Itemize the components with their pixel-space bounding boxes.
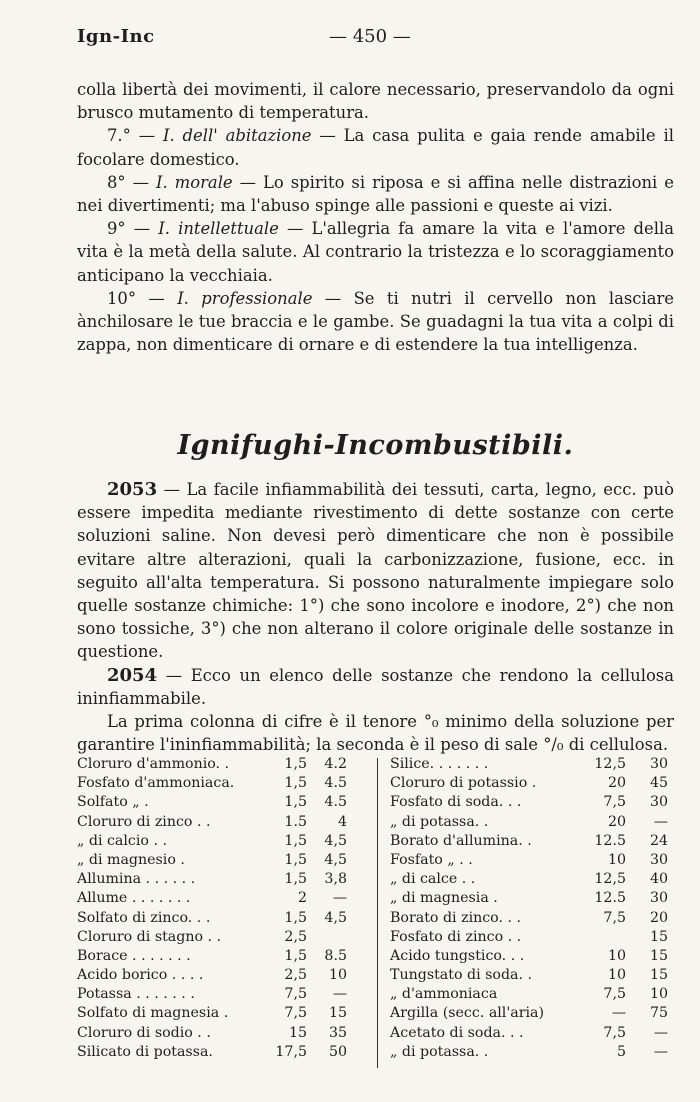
min-solution-value: 7,5 [603, 1024, 626, 1041]
substance-name: Fosfato di zinco . . [390, 928, 522, 945]
min-solution-value: 10 [607, 967, 626, 984]
table-row [77, 889, 369, 908]
min-solution-value: 1.5 [284, 813, 307, 830]
min-solution-value: 20 [607, 775, 626, 792]
salt-weight-value: 8.5 [324, 947, 347, 964]
min-solution-value: 12,5 [594, 756, 626, 772]
substance-name: Cloruro d'ammonio. . [77, 756, 230, 772]
table-row [77, 1004, 369, 1023]
paragraph-note: La prima colonna di cifre è il tenore °₀ minimo della soluzione per garantire l'ininfiammabilità; la seconda è il peso di sale °/₀ di cellulosa. [77, 712, 674, 755]
salt-weight-value: 4.5 [324, 775, 347, 792]
salt-weight-value: 75 [649, 1005, 668, 1022]
min-solution-value: 5 [616, 1043, 626, 1060]
salt-weight-value: — [653, 813, 668, 830]
running-head: Ign-Inc [77, 26, 155, 47]
substance-name: „ di magnesia . [390, 890, 498, 907]
substance-name: Allume . . . . . . . [77, 890, 191, 907]
min-solution-value: 1,5 [284, 871, 307, 888]
min-solution-value: 1,5 [284, 947, 307, 964]
salt-weight-value: 4.5 [324, 794, 347, 811]
table-row [77, 909, 369, 928]
table-row [390, 774, 674, 793]
substance-name: Silice. . . . . . . [390, 756, 489, 772]
min-solution-value: 7,5 [603, 909, 626, 926]
salt-weight-value: 35 [328, 1024, 347, 1041]
paragraph: 8° — I. morale — Lo spirito si riposa e si affina nelle distrazioni e nei divertimenti; ma l'abuso spinge alle passioni e queste ai vizi. [77, 172, 674, 216]
min-solution-value: 1,5 [284, 909, 307, 926]
salt-weight-value: 15 [328, 1005, 347, 1022]
min-solution-value: 20 [607, 813, 626, 830]
page-number: — 450 — [329, 26, 411, 47]
salt-weight-value: 40 [649, 871, 668, 888]
table-row [77, 1024, 369, 1043]
paragraph: colla libertà dei movimenti, il calore necessario, preservandolo da ogni brusco mutamento di temperatura. [77, 80, 674, 123]
salt-weight-value: 4,5 [324, 851, 347, 868]
substance-name: Solfato di zinco. . . [77, 909, 211, 926]
salt-weight-value: 30 [649, 890, 668, 907]
table-row [390, 1004, 674, 1023]
substance-name: Cloruro di sodio . . [77, 1024, 211, 1041]
table-row [390, 755, 674, 774]
salt-weight-value: 30 [649, 851, 668, 868]
table-row [77, 1043, 369, 1062]
salt-weight-value: 3,8 [324, 871, 347, 888]
table-row [77, 851, 369, 870]
substance-name: „ d'ammoniaca [390, 986, 498, 1003]
substance-name: Tungstato di soda. . [390, 967, 533, 984]
table-row [77, 947, 369, 966]
salt-weight-value: 50 [328, 1043, 347, 1060]
table-row [390, 870, 674, 889]
substance-name: Acetato di soda. . . [390, 1024, 524, 1041]
salt-weight-value: 4,5 [324, 832, 347, 849]
table-row [390, 928, 674, 947]
table-row [77, 813, 369, 832]
substance-name: Solfato di magnesia . [77, 1005, 229, 1022]
salt-weight-value: 30 [649, 794, 668, 811]
salt-weight-value: 10 [328, 967, 347, 984]
substance-name: Fosfato di soda. . . [390, 794, 522, 811]
substance-name: Borace . . . . . . . [77, 947, 191, 964]
salt-weight-value: 4,5 [324, 909, 347, 926]
salt-weight-value: — [653, 1024, 668, 1041]
table-row [390, 793, 674, 812]
section-text [77, 478, 674, 756]
table-row [390, 966, 674, 985]
paragraph-2053: 2053 — La facile infiammabilità dei tessuti, carta, legno, ecc. può essere impedita mediante rivestimento di dette sostanze con certe soluzioni saline. Non devesi però dimenticare che non è possibile evitare altre alterazioni, quali la carbonizzazione, fusione, ecc. in seguito all'alta temperatura. Si possono naturalmente impiegare solo quelle sostanze chimiche: 1°) che sono incolore e inodore, 2°) che non sono tossiche, 3°) che non alterano il colore originale delle sostanze in questione. [77, 479, 674, 662]
table-row [390, 889, 674, 908]
salt-weight-value: 15 [649, 947, 668, 964]
page-header [77, 26, 674, 50]
substance-name: „ di calcio . . [77, 832, 167, 849]
salt-weight-value: — [332, 986, 347, 1003]
salt-weight-value: 15 [649, 967, 668, 984]
substance-name: „ di magnesio . [77, 851, 185, 868]
min-solution-value: 7,5 [603, 986, 626, 1003]
substance-name: Fosfato „ . . [390, 851, 473, 868]
table-row [390, 851, 674, 870]
column-divider [377, 758, 378, 1068]
substance-name: Cloruro di stagno . . [77, 928, 222, 945]
min-solution-value: 12.5 [594, 890, 626, 907]
min-solution-value: 12.5 [594, 832, 626, 849]
table-left-column [77, 755, 369, 1062]
salt-weight-value: — [653, 1043, 668, 1060]
substance-name: „ di potassa. . [390, 813, 489, 830]
salt-weight-value: 24 [649, 832, 668, 849]
table-row [77, 832, 369, 851]
top-text [77, 78, 674, 356]
substance-name: Cloruro di zinco . . [77, 813, 211, 830]
min-solution-value: 1,5 [284, 851, 307, 868]
table-row [390, 985, 674, 1004]
substance-name: Borato d'allumina. . [390, 832, 532, 849]
substance-name: Potassa . . . . . . . [77, 986, 195, 1003]
min-solution-value: 7,5 [284, 1005, 307, 1022]
salt-weight-value: 20 [649, 909, 668, 926]
table-row [77, 985, 369, 1004]
min-solution-value: 17,5 [275, 1043, 307, 1060]
salt-weight-value: 10 [649, 986, 668, 1003]
section-title: Ignifughi-Incombustibili. [177, 430, 574, 461]
table-row [77, 755, 369, 774]
salt-weight-value: 45 [649, 775, 668, 792]
paragraph: 10° — I. professionale — Se ti nutri il cervello non lasciare ànchilosare le tue braccia e le gambe. Se guadagni la tua vita a colpi di zappa, non dimenticare di ornare e di estendere la tua intelligenza. [77, 288, 674, 355]
substance-name: Borato di zinco. . . [390, 909, 522, 926]
salt-weight-value: 30 [649, 756, 668, 772]
min-solution-value: 1,5 [284, 832, 307, 849]
table-row [390, 832, 674, 851]
salt-weight-value: 4.2 [324, 756, 347, 772]
substance-name: Argilla (secc. all'aria) [390, 1005, 545, 1022]
min-solution-value: — [611, 1005, 626, 1022]
table-row [390, 909, 674, 928]
salt-weight-value: — [332, 890, 347, 907]
table-row [77, 870, 369, 889]
table-row [77, 774, 369, 793]
table-row [390, 947, 674, 966]
min-solution-value: 1,5 [284, 794, 307, 811]
min-solution-value: 2,5 [284, 928, 307, 945]
substance-name: „ di calce . . [390, 871, 476, 888]
table-row [390, 1024, 674, 1043]
min-solution-value: 7,5 [603, 794, 626, 811]
substance-name: Allumina . . . . . . [77, 871, 196, 888]
min-solution-value: 1,5 [284, 756, 307, 772]
min-solution-value: 10 [607, 851, 626, 868]
table-row [77, 966, 369, 985]
min-solution-value: 1,5 [284, 775, 307, 792]
substance-name: Silicato di potassa. [77, 1043, 213, 1060]
substance-name: Fosfato d'ammoniaca. [77, 775, 235, 792]
substance-name: Cloruro di potassio . [390, 775, 537, 792]
min-solution-value: 12,5 [594, 871, 626, 888]
min-solution-value: 7,5 [284, 986, 307, 1003]
min-solution-value: 10 [607, 947, 626, 964]
table-row [390, 1043, 674, 1062]
substance-name: „ di potassa. . [390, 1043, 489, 1060]
paragraph: 9° — I. intellettuale — L'allegria fa amare la vita e l'amore della vita è la metà della salute. Al contrario la tristezza e lo scoraggiamento anticipano la vecchiaia. [77, 219, 675, 285]
table-right-column [390, 755, 674, 1062]
salt-weight-value: 15 [649, 928, 668, 945]
min-solution-value: 2,5 [284, 967, 307, 984]
paragraph-2054: 2054 — Ecco un elenco delle sostanze che rendono la cellulosa ininfiammabile. [77, 664, 674, 708]
salt-weight-value: 4 [337, 813, 347, 830]
min-solution-value: 15 [288, 1024, 307, 1041]
table-row [390, 813, 674, 832]
substance-name: Acido borico . . . . [77, 967, 204, 984]
substance-name: Acido tungstico. . . [390, 947, 525, 964]
substance-name: Solfato „ . [77, 794, 149, 811]
paragraph: 7.° — I. dell' abitazione — La casa pulita e gaia rende amabile il focolare domestico. [77, 126, 674, 169]
table-row [77, 928, 369, 947]
table-row [77, 793, 369, 812]
min-solution-value: 2 [297, 890, 307, 907]
